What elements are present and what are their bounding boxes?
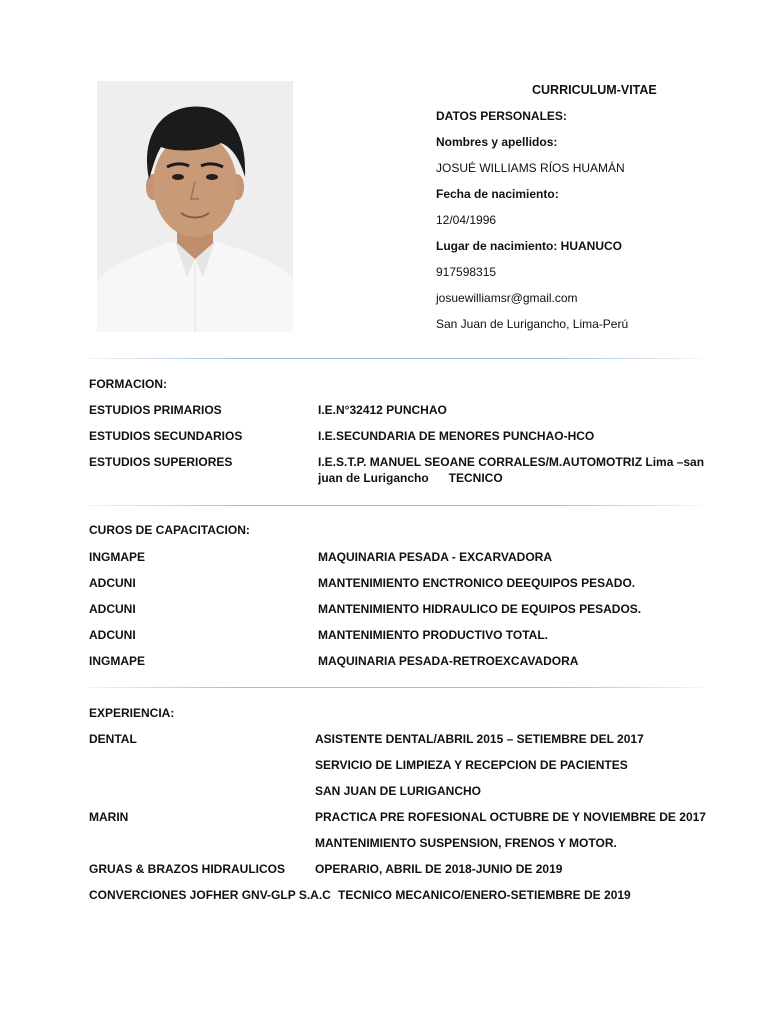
employer-name: MARIN: [89, 810, 129, 824]
course-title: MANTENIMIENTO ENCTRONICO DEEQUIPOS PESADO.: [318, 576, 636, 590]
portrait-image: [97, 81, 293, 332]
job-detail: SAN JUAN DE LURIGANCHO: [315, 784, 482, 798]
job-detail: ASISTENTE DENTAL/ABRIL 2015 – SETIEMBRE DEL 2017: [315, 732, 644, 746]
job-detail: PRACTICA PRE ROFESIONAL OCTUBRE DE Y NOVIEMBRE DE 2017: [315, 810, 706, 824]
employer-name: GRUAS & BRAZOS HIDRAULICOS: [89, 862, 286, 876]
course-title: MAQUINARIA PESADA - EXCARVADORA: [318, 550, 553, 564]
experience-heading: EXPERIENCIA:: [89, 706, 175, 720]
document-title: CURRICULUM-VITAE: [532, 83, 657, 97]
education-row-label: ESTUDIOS SECUNDARIOS: [89, 429, 243, 443]
birthdate-value: 12/04/1996: [436, 213, 497, 227]
course-provider: ADCUNI: [89, 576, 136, 590]
profile-photo: [97, 81, 293, 332]
email-address: josuewilliamsr@gmail.com: [436, 291, 578, 305]
section-divider: [88, 358, 702, 359]
course-provider: ADCUNI: [89, 602, 136, 616]
employer-name: DENTAL: [89, 732, 137, 746]
section-divider: [88, 687, 702, 688]
home-address: San Juan de Lurigancho, Lima-Perú: [436, 317, 629, 331]
course-title: MAQUINARIA PESADA-RETROEXCAVADORA: [318, 654, 579, 668]
course-provider: ADCUNI: [89, 628, 136, 642]
education-row-label: ESTUDIOS PRIMARIOS: [89, 403, 222, 417]
name-value: JOSUÉ WILLIAMS RÍOS HUAMÁN: [436, 161, 625, 175]
job-detail: SERVICIO DE LIMPIEZA Y RECEPCION DE PACIENTES: [315, 758, 628, 772]
course-title: MANTENIMIENTO HIDRAULICO DE EQUIPOS PESADOS.: [318, 602, 642, 616]
courses-heading: CUROS DE CAPACITACION:: [89, 523, 250, 537]
section-divider: [88, 505, 702, 506]
course-provider: INGMAPE: [89, 550, 146, 564]
birthdate-label: Fecha de nacimiento:: [436, 187, 559, 201]
phone-number: 917598315: [436, 265, 497, 279]
job-detail: OPERARIO, ABRIL DE 2018-JUNIO DE 2019: [315, 862, 563, 876]
course-title: MANTENIMIENTO PRODUCTIVO TOTAL.: [318, 628, 548, 642]
employer-name: CONVERCIONES JOFHER GNV-GLP S.A.C: [89, 888, 331, 902]
education-row-label: ESTUDIOS SUPERIORES: [89, 455, 233, 469]
job-detail: TECNICO MECANICO/ENERO-SETIEMBRE DE 2019: [338, 888, 631, 902]
education-row-value-continued: juan de Lurigancho TECNICO: [318, 471, 503, 485]
course-provider: INGMAPE: [89, 654, 146, 668]
education-heading: FORMACION:: [89, 377, 167, 391]
name-label: Nombres y apellidos:: [436, 135, 558, 149]
personal-data-heading: DATOS PERSONALES:: [436, 109, 567, 123]
education-row-value: I.E.SECUNDARIA DE MENORES PUNCHAO-HCO: [318, 429, 595, 443]
job-detail: MANTENIMIENTO SUSPENSION, FRENOS Y MOTOR.: [315, 836, 617, 850]
education-row-value: I.E.S.T.P. MANUEL SEOANE CORRALES/M.AUTOMOTRIZ Lima –san: [318, 455, 705, 469]
education-row-value: I.E.N°32412 PUNCHAO: [318, 403, 447, 417]
birthplace-line: Lugar de nacimiento: HUANUCO: [436, 239, 623, 253]
